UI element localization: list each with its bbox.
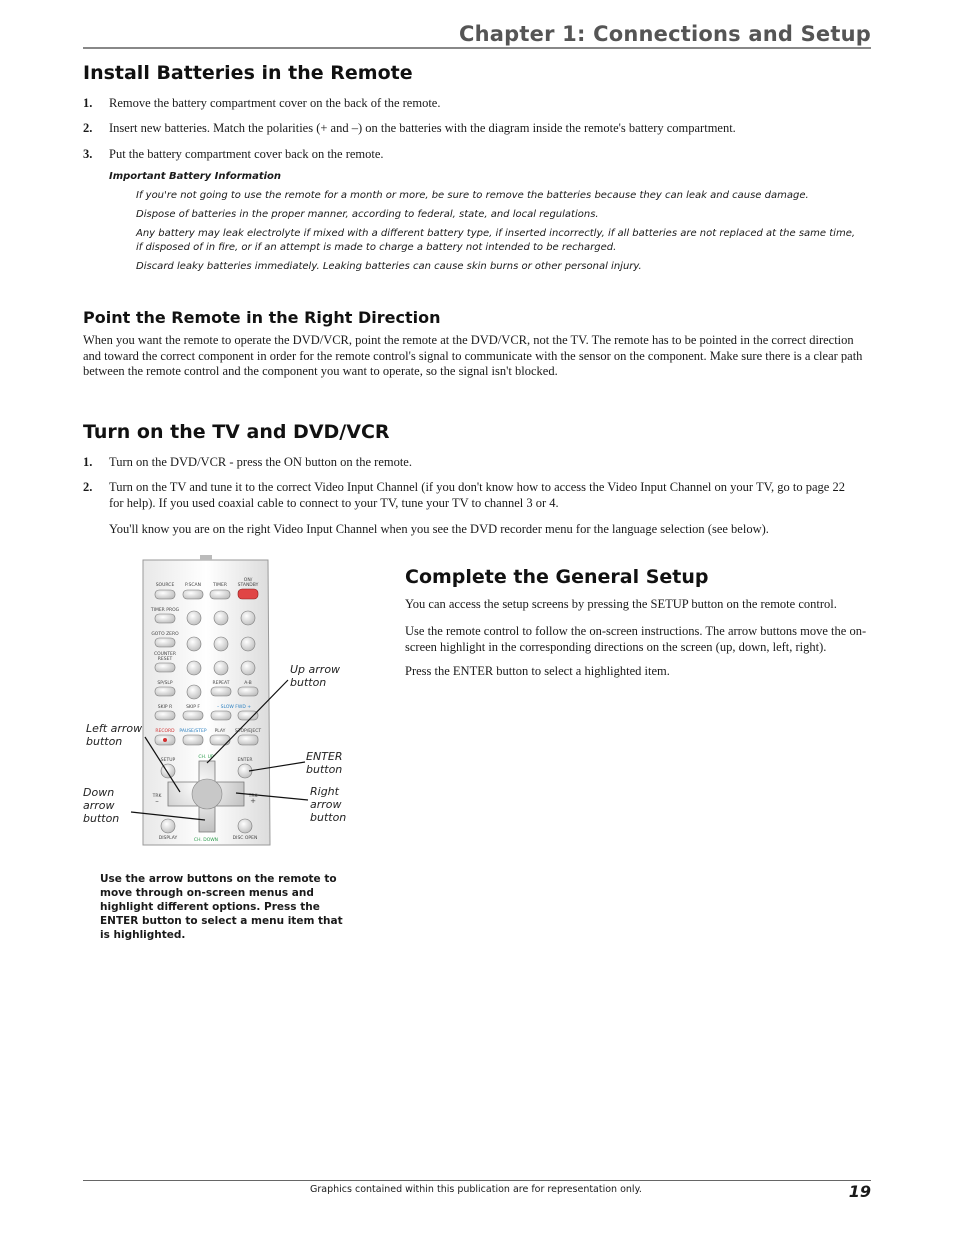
ab-button [238, 687, 258, 696]
step-number: 2. [83, 480, 93, 494]
step-text: Turn on the TV and tune it to the correct Video Input Channel (if you don't know how to access the Video Input Channel on your TV, go to page 22 for help). If you used coaxial cable to connect to your TV, tune your TV to channel 3 or 4. [109, 480, 845, 510]
trk-minus-label: – [155, 797, 159, 805]
number-button [214, 611, 228, 625]
skip-fwd-button [183, 711, 203, 720]
on-standby-label: STANDBY [237, 583, 259, 588]
step-number: 1. [83, 455, 93, 469]
counter-reset-button [155, 663, 175, 672]
sp-slp-label: SP/SLP [157, 681, 173, 686]
display-button [161, 819, 175, 833]
number-button [187, 661, 201, 675]
down-arrow-callout: Down arrow button [83, 786, 120, 825]
counter-reset-label: RESET [157, 657, 173, 662]
pscan-label: P.SCAN [185, 583, 201, 588]
stop-button [238, 735, 258, 745]
number-button [241, 637, 255, 651]
trk-plus-label: + [250, 797, 256, 805]
step-text: Turn on the DVD/VCR - press the ON button on the remote. [109, 455, 412, 469]
on-standby-label: ON/ [243, 578, 253, 583]
number-button [241, 661, 255, 675]
step-number: 2. [83, 121, 93, 135]
disc-open-button [238, 819, 252, 833]
battery-note: Any battery may leak electrolyte if mixed with a different battery type, if inserted incorrectly, if all batteries are not replaced at the same time, if disposed of in fire, or if an attempt is made to charge a battery not intended to be recharged. [136, 228, 856, 253]
arrow-pad-center [192, 779, 222, 809]
sp-slp-button [155, 687, 175, 696]
number-button [187, 611, 201, 625]
turn-on-step-2 [83, 479, 873, 511]
slow-plus-button [238, 711, 258, 720]
general-setup-para: You can access the setup screens by pressing the SETUP button on the remote control. [405, 597, 837, 611]
battery-step-2 [83, 120, 873, 136]
skip-rev-button [155, 711, 175, 720]
play-label: PLAY [214, 729, 226, 734]
record-dot [163, 738, 167, 742]
pause-button [183, 735, 203, 745]
point-remote-heading: Point the Remote in the Right Direction [83, 308, 441, 327]
timer-button [210, 590, 230, 599]
repeat-button [211, 687, 231, 696]
battery-note: If you're not going to use the remote for a month or more, be sure to remove the batteries because they can leak and cause damage. [136, 190, 809, 201]
slow-fwd-label: – SLOW FWD + [216, 705, 252, 710]
repeat-label: REPEAT [212, 681, 230, 686]
general-setup-heading: Complete the General Setup [405, 566, 709, 588]
battery-note: Discard leaky batteries immediately. Leaking batteries can cause skin burns or other personal injury. [136, 261, 642, 272]
record-label: RECORD [155, 729, 175, 734]
skip-r-label: SKIP R [157, 705, 173, 710]
turn-on-after-text: You'll know you are on the right Video Input Channel when you see the DVD recorder menu for the language selection (see below). [109, 522, 769, 536]
ir-window [200, 555, 212, 560]
trk-right-label: TRK [248, 794, 258, 799]
number-button [187, 685, 201, 699]
general-setup-para: Press the ENTER button to select a highlighted item. [405, 664, 670, 678]
stop-eject-label: STOP/EJECT [234, 729, 262, 734]
power-button [238, 589, 258, 599]
general-setup-para: Use the remote control to follow the on-screen instructions. The arrow buttons move the on-screen highlight in the corresponding directions on the screen (up, down, left, right). [405, 624, 867, 654]
skip-f-label: SKIP F [186, 705, 200, 710]
step-text: Insert new batteries. Match the polarities (+ and –) on the batteries with the diagram inside the remote's battery compartment. [109, 121, 736, 135]
display-label: DISPLAY [158, 836, 178, 841]
play-button [210, 735, 230, 745]
timer-prog-label: TIMER PROG [150, 608, 180, 613]
right-arrow-callout: Right arrow button [310, 785, 347, 824]
number-button [187, 637, 201, 651]
pscan-button [183, 590, 203, 599]
ch-down-label: CH. DOWN [193, 838, 219, 843]
turn-on-heading: Turn on the TV and DVD/VCR [83, 421, 390, 443]
step-text: Remove the battery compartment cover on the back of the remote. [109, 96, 441, 110]
timer-label: TIMER [213, 583, 227, 588]
figure-caption: Use the arrow buttons on the remote to move through on-screen menus and highlight different options. Press the ENTER button to select a menu item that is highlighted. [100, 873, 343, 941]
number-button [214, 661, 228, 675]
step-number: 3. [83, 147, 93, 161]
disc-open-label: DISC OPEN [232, 836, 258, 841]
pause-step-label: PAUSE/STEP [179, 729, 207, 734]
source-label: SOURCE [155, 583, 175, 588]
setup-label: SETUP [160, 758, 176, 763]
slow-minus-button [211, 711, 231, 720]
page-number: 19 [848, 1182, 871, 1201]
header-divider [83, 47, 871, 49]
footer-note: Graphics contained within this publication are for representation only. [310, 1184, 642, 1195]
counter-reset-label: COUNTER [153, 652, 177, 657]
enter-label: ENTER [237, 758, 253, 763]
chapter-title: Chapter 1: Connections and Setup [459, 22, 871, 46]
goto-zero-button [155, 638, 175, 647]
step-text: Put the battery compartment cover back on the remote. [109, 147, 384, 161]
goto-zero-label: GOTO ZERO [151, 632, 179, 637]
battery-step-1 [83, 95, 873, 111]
footer-divider [83, 1180, 871, 1181]
step-number: 1. [83, 96, 93, 110]
number-button [214, 637, 228, 651]
battery-note: Dispose of batteries in the proper manner, according to federal, state, and local regulations. [136, 209, 599, 220]
turn-on-step-1 [83, 454, 873, 470]
number-button [241, 611, 255, 625]
trk-left-label: TRK [152, 794, 162, 799]
enter-callout: ENTER button [306, 750, 343, 776]
timer-prog-button [155, 614, 175, 623]
battery-note-heading: Important Battery Information [109, 171, 282, 182]
ab-label: A-B [244, 681, 252, 686]
battery-step-3 [83, 146, 873, 162]
source-button [155, 590, 175, 599]
point-remote-body: When you want the remote to operate the DVD/VCR, point the remote at the DVD/VCR, not the TV. The remote has to be pointed in the correct direction and toward the correct component in order for the remote control's signal to communicate with the sensor on the component. Make sure there is a clear path between the remote control and the component you want to operate, so the signal isn't blocked. [83, 333, 863, 378]
left-arrow-callout: Left arrow button [86, 722, 143, 748]
install-batteries-heading: Install Batteries in the Remote [83, 62, 413, 84]
up-arrow-callout: Up arrow button [290, 663, 341, 689]
ch-up-label: CH. UP [198, 755, 214, 760]
